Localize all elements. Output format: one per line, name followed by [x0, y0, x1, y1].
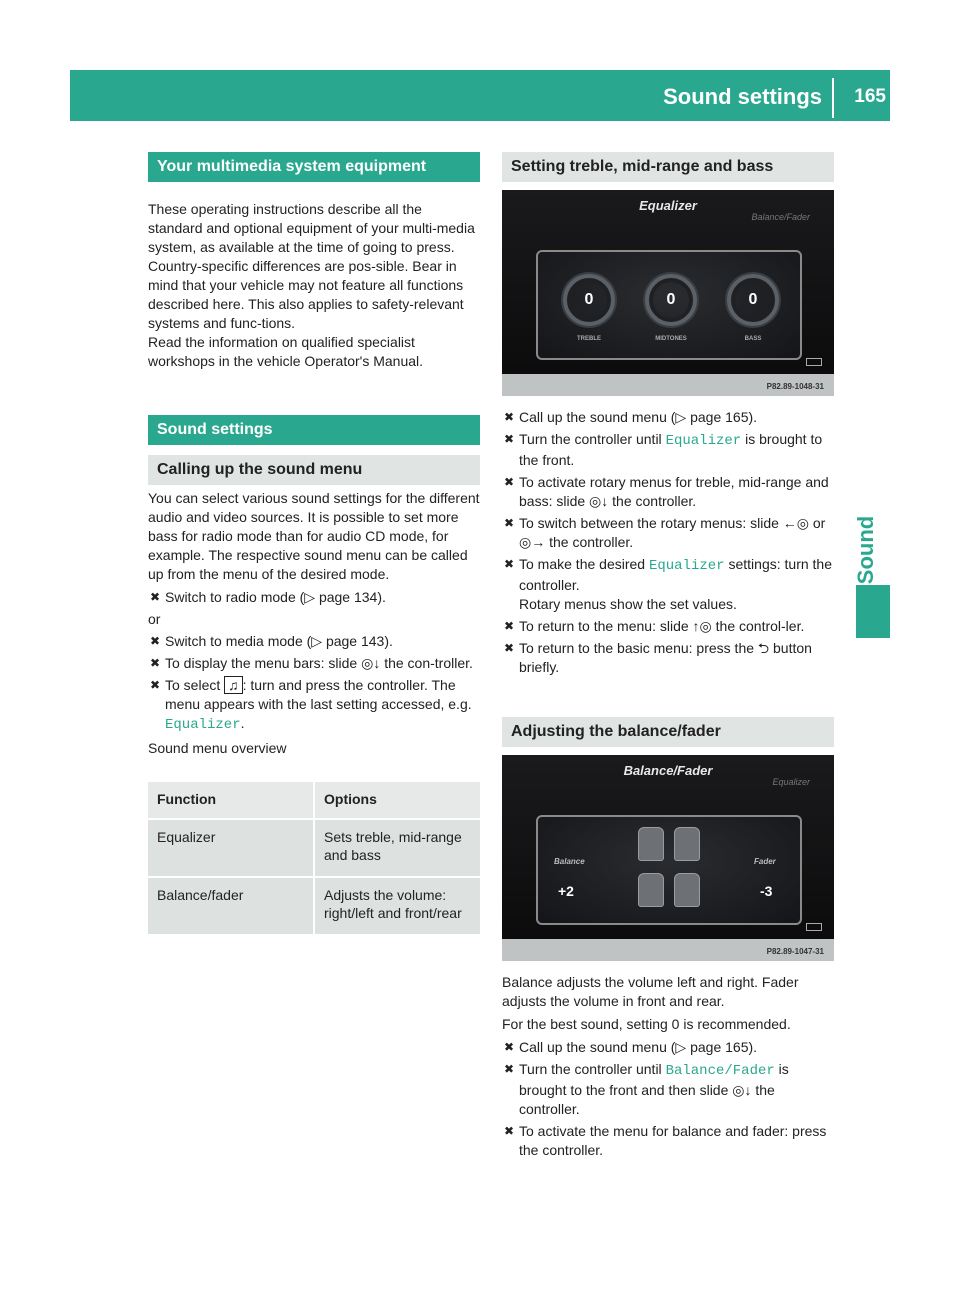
sound-menu-paragraph: You can select various sound settings for the different audio and video sources. It is possible to set more bass for radio mode than for audio CD mode, for example. The respective sound menu can be called up from the menu of the desired mode. [148, 490, 480, 582]
table-header-function: Function [148, 782, 314, 819]
step-make-settings: ✖ To make the desired Equalizer settings: turn the controller. Rotary menus show the set values. [504, 556, 832, 612]
bass-label: BASS [744, 336, 762, 342]
midtones-label: MIDTONES [655, 336, 687, 342]
right-column [502, 152, 834, 1160]
page-number: 165 [854, 86, 886, 107]
step-arrow-icon: ✖ [504, 410, 515, 424]
left-column [148, 152, 480, 934]
workshop-paragraph: Read the information on qualified specialist workshops in the vehicle Operator's Manual. [148, 334, 424, 369]
back-button-icon [806, 923, 822, 931]
step-switch-rotary: ✖ To switch between the rotary menus: slide ←◎ or ◎→ the controller. [504, 515, 826, 550]
section-heading-sound-settings: Sound settings [148, 415, 480, 445]
step-arrow-icon: ✖ [150, 678, 161, 692]
subheading-calling-sound-menu: Calling up the sound menu [148, 455, 480, 485]
step-arrow-icon: ✖ [150, 656, 161, 670]
sound-menu-table [148, 782, 480, 934]
table-cell: Adjusts the volume: right/left and front/rear [314, 877, 480, 934]
step-activate-balance: ✖ To activate the menu for balance and fader: press the controller. [504, 1123, 827, 1158]
step-arrow-icon: ✖ [504, 432, 515, 446]
step-arrow-icon: ✖ [504, 619, 515, 633]
subheading-treble-midrange-bass: Setting treble, mid-range and bass [502, 152, 834, 182]
balance-panel [536, 815, 802, 925]
table-cell: Equalizer [148, 819, 314, 877]
treble-label: TREBLE [577, 336, 601, 342]
screen-title: Balance/Fader [623, 763, 713, 778]
screen-subtitle: Equalizer [772, 777, 810, 787]
step-call-sound-menu: ✖ Call up the sound menu (▷ page 165). [504, 1039, 758, 1055]
step-arrow-icon: ✖ [150, 634, 161, 648]
recommend-paragraph: For the best sound, setting 0 is recommended. [502, 1016, 791, 1032]
step-radio-mode: ✖ Switch to radio mode (▷ page 134). [150, 589, 386, 605]
step-media-mode: ✖ Switch to media mode (▷ page 143). [150, 633, 393, 649]
chapter-title: Sound settings [663, 84, 822, 109]
equipment-paragraph: These operating instructions describe all the standard and optional equipment of your multi-media system, as available at the time of going to press. Country-specific differences are pos-sible. Bear in mind that your vehicle may not feature all functions described here. This also applies to safety-relevant systems and func-tions. [148, 201, 475, 331]
equalizer-panel [536, 250, 802, 360]
screen-subtitle: Balance/Fader [751, 212, 810, 222]
step-arrow-icon: ✖ [504, 1040, 515, 1054]
section-heading-equipment: Your multimedia system equipment [148, 152, 480, 182]
table-cell: Sets treble, mid-range and bass [314, 819, 480, 877]
step-arrow-icon: ✖ [504, 1062, 515, 1076]
bass-dial: 0 [727, 274, 779, 326]
equalizer-code: Equalizer [165, 717, 241, 733]
music-note-icon: ♫ [224, 676, 243, 694]
balance-value: +2 [558, 883, 574, 899]
midtones-dial: 0 [645, 274, 697, 326]
fader-label: Fader [754, 857, 776, 866]
car-seats-icon [630, 823, 708, 921]
sound-menu-overview-label: Sound menu overview [148, 740, 287, 756]
or-text: or [148, 611, 161, 627]
step-arrow-icon: ✖ [504, 475, 515, 489]
table-cell: Balance/fader [148, 877, 314, 934]
page-header [70, 70, 890, 121]
step-activate-rotary: ✖ To activate rotary menus for treble, mid-range and bass: slide ◎↓ the controller. [504, 474, 829, 509]
screen-footer [502, 939, 834, 961]
step-arrow-icon: ✖ [504, 557, 515, 571]
screen-footer [502, 374, 834, 396]
table-header-row [148, 782, 480, 819]
equalizer-screenshot [502, 190, 834, 396]
header-divider [832, 78, 834, 118]
image-reference: P82.89-1048-31 [766, 382, 824, 391]
step-return-basic: ✖ To return to the basic menu: press the ⮌ button briefly. [504, 640, 812, 675]
step-display-menu-bars: ✖ To display the menu bars: slide ◎↓ the con-troller. [150, 655, 473, 671]
balance-label: Balance [554, 857, 585, 866]
step-turn-to-balance: ✖ Turn the controller until Balance/Fader is brought to the front and then slide ◎↓ the controller. [504, 1061, 789, 1117]
subheading-balance-fader: Adjusting the balance/fader [502, 717, 834, 747]
screen-title: Equalizer [639, 198, 697, 213]
table-row [148, 819, 480, 877]
fader-value: -3 [760, 883, 773, 899]
side-tab-marker [856, 585, 890, 638]
balance-paragraph: Balance adjusts the volume left and right. Fader adjusts the volume in front and rear. [502, 974, 799, 1009]
step-arrow-icon: ✖ [150, 590, 161, 604]
image-reference: P82.89-1047-31 [766, 947, 824, 956]
step-arrow-icon: ✖ [504, 641, 515, 655]
treble-dial: 0 [563, 274, 615, 326]
side-tab-label: Sound [853, 515, 878, 585]
step-turn-controller: ✖ Turn the controller until Equalizer is brought to the front. [504, 431, 823, 468]
back-button-icon [806, 358, 822, 366]
step-arrow-icon: ✖ [504, 1124, 515, 1138]
step-select-sound: ✖ To select ♫ : turn and press the controller. The menu appears with the last setting accessed, e.g. Equalizer. [150, 677, 472, 733]
step-arrow-icon: ✖ [504, 516, 515, 530]
step-call-sound-menu: ✖ Call up the sound menu (▷ page 165). [504, 409, 758, 425]
step-return-menu: ✖ To return to the menu: slide ↑◎ the control-ler. [504, 618, 805, 634]
balance-fader-code: Balance/Fader [665, 1063, 775, 1079]
table-row [148, 877, 480, 934]
equalizer-code: Equalizer [665, 433, 742, 449]
equalizer-code: Equalizer [648, 558, 725, 574]
table-header-options: Options [314, 782, 480, 819]
balance-fader-screenshot [502, 755, 834, 961]
